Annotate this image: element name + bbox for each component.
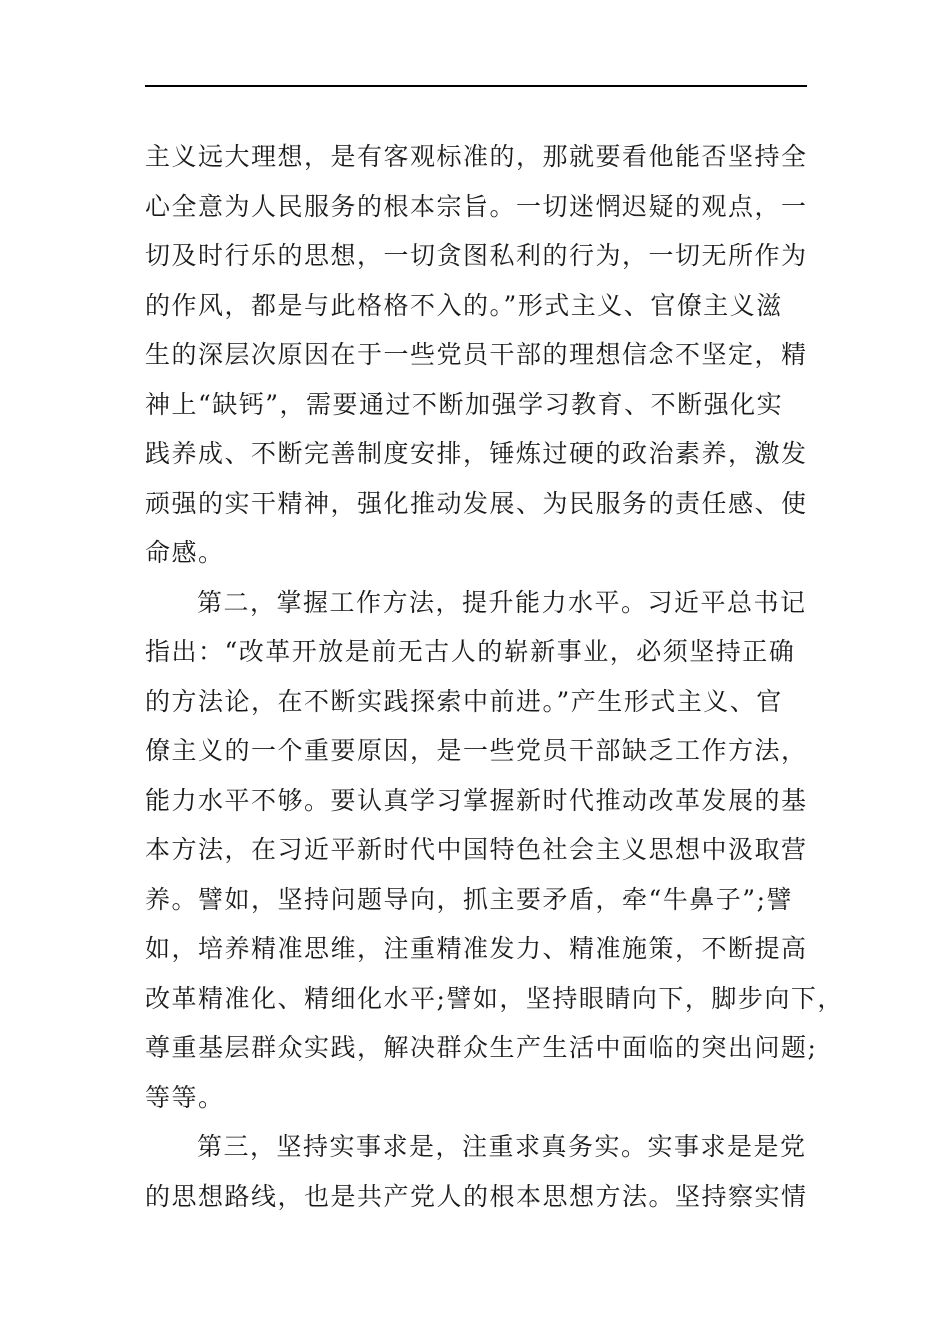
text-line: 僚主义的一个重要原因，是一些党员干部缺乏工作方法， bbox=[145, 736, 808, 765]
text-line: 改革精准化、精细化水平;譬如，坚持眼睛向下，脚步向下， bbox=[145, 983, 844, 1013]
text-line: 生的深层次原因在于一些党员干部的理想信念不坚定，精 bbox=[145, 340, 808, 369]
text-line: 顽强的实干精神，强化推动发展、为民服务的责任感、使 bbox=[145, 488, 808, 518]
text-line: 尊重基层群众实践，解决群众生产生活中面临的突出问题; bbox=[145, 1033, 818, 1062]
text-line: 第三，坚持实事求是，注重求真务实。实事求是是党 bbox=[197, 1132, 807, 1161]
text-line: 本方法，在习近平新时代中国特色社会主义思想中汲取营 bbox=[145, 835, 808, 864]
text-line: 的方法论，在不断实践探索中前进。”产生形式主义、官 bbox=[145, 686, 783, 716]
text-line: 神上“缺钙”，需要通过不断加强学习教育、不断强化实 bbox=[145, 389, 784, 419]
document-body bbox=[145, 132, 844, 1221]
text-line: 的思想路线，也是共产党人的根本思想方法。坚持察实情 bbox=[145, 1181, 808, 1211]
text-line: 指出：“改革开放是前无古人的崭新事业，必须坚持正确 bbox=[145, 637, 796, 666]
text-line: 践养成、不断完善制度安排，锤炼过硬的政治素养，激发 bbox=[145, 439, 808, 468]
text-line: 心全意为人民服务的根本宗旨。一切迷惘迟疑的观点，一 bbox=[145, 191, 808, 221]
text-line: 如，培养精准思维，注重精准发力、精准施策，不断提高 bbox=[145, 934, 808, 963]
text-line: 能力水平不够。要认真学习掌握新时代推动改革发展的基 bbox=[145, 785, 808, 815]
text-line: 等等。 bbox=[145, 1082, 225, 1112]
text-line: 主义远大理想，是有客观标准的，那就要看他能否坚持全 bbox=[145, 142, 808, 171]
text-line: 第二，掌握工作方法，提升能力水平。习近平总书记 bbox=[197, 587, 807, 617]
text-line: 的作风，都是与此格格不入的。”形式主义、官僚主义滋 bbox=[145, 290, 783, 320]
text-line: 养。譬如，坚持问题导向，抓主要矛盾，牵“牛鼻子”;譬 bbox=[145, 884, 793, 914]
text-line: 命感。 bbox=[145, 538, 225, 567]
header-rule bbox=[145, 85, 807, 87]
text-line: 切及时行乐的思想，一切贪图私利的行为，一切无所作为 bbox=[145, 241, 808, 270]
